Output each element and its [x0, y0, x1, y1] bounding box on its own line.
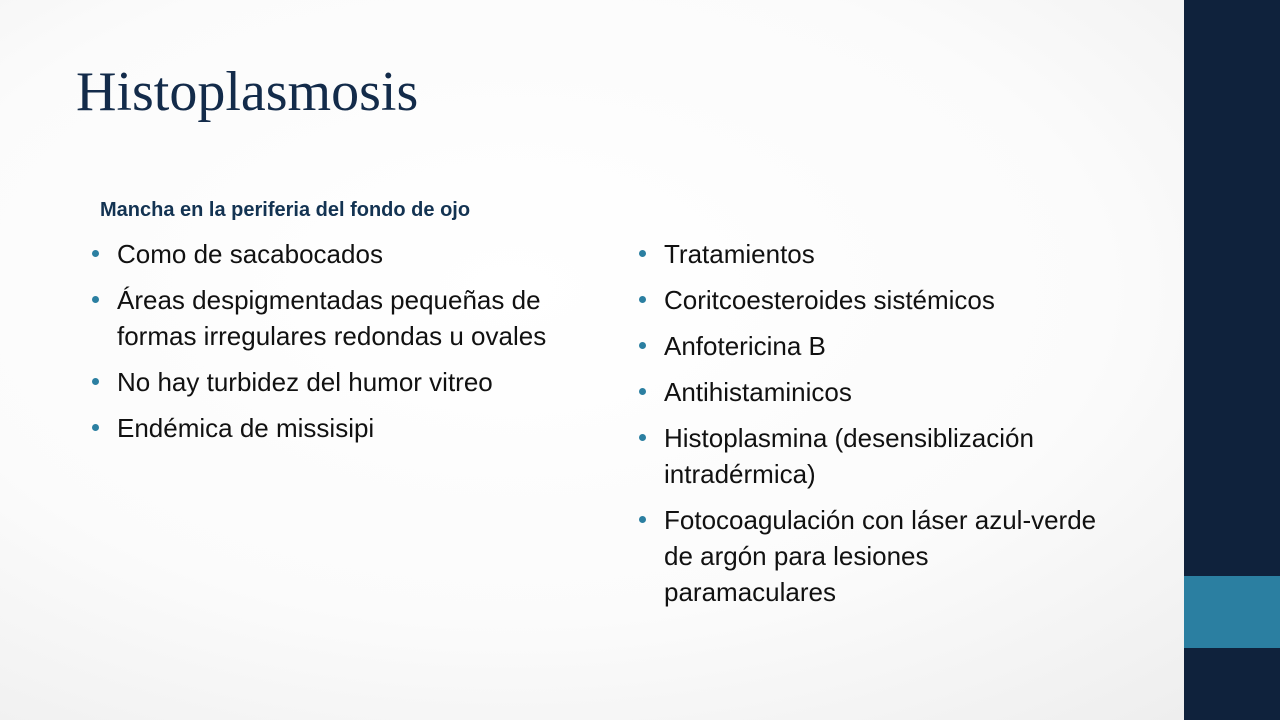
left-bullet-list [90, 236, 560, 456]
slide-title: Histoplasmosis [76, 61, 419, 123]
bullet-dot-icon [92, 296, 99, 303]
bullet-item [637, 328, 1107, 364]
bullet-dot-icon [639, 342, 646, 349]
bullet-text: Endémica de missisipi [117, 413, 375, 443]
bullet-text: Como de sacabocados [117, 239, 383, 269]
bullet-item [637, 236, 1107, 272]
bullet-item [637, 502, 1107, 610]
bullet-text: Áreas despigmentadas pequeñas de formas irregulares redondas u ovales [117, 285, 547, 351]
bullet-dot-icon [639, 388, 646, 395]
bullet-text: Antihistaminicos [664, 377, 852, 407]
bullet-dot-icon [639, 296, 646, 303]
bullet-text: Coritcoesteroides sistémicos [664, 285, 995, 315]
bullet-dot-icon [639, 434, 646, 441]
bullet-item [90, 282, 560, 354]
bullet-dot-icon [639, 250, 646, 257]
right-bullet-list [637, 236, 1107, 620]
bullet-dot-icon [92, 424, 99, 431]
bullet-text: Tratamientos [664, 239, 815, 269]
sidebar-accent-block [1184, 576, 1280, 648]
bullet-dot-icon [639, 516, 646, 523]
bullet-item [90, 236, 560, 272]
bullet-text: No hay turbidez del humor vitreo [117, 367, 493, 397]
bullet-item [90, 364, 560, 400]
bullet-item [637, 282, 1107, 318]
bullet-text: Histoplasmina (desensiblización intradérmica) [664, 423, 1034, 489]
bullet-text: Fotocoagulación con láser azul-verde de argón para lesiones paramaculares [664, 505, 1097, 607]
bullet-item [637, 374, 1107, 410]
bullet-text: Anfotericina B [664, 331, 826, 361]
bullet-item [90, 410, 560, 446]
bullet-dot-icon [92, 378, 99, 385]
bullet-item [637, 420, 1107, 492]
subheading: Mancha en la periferia del fondo de ojo [100, 199, 471, 221]
bullet-dot-icon [92, 250, 99, 257]
